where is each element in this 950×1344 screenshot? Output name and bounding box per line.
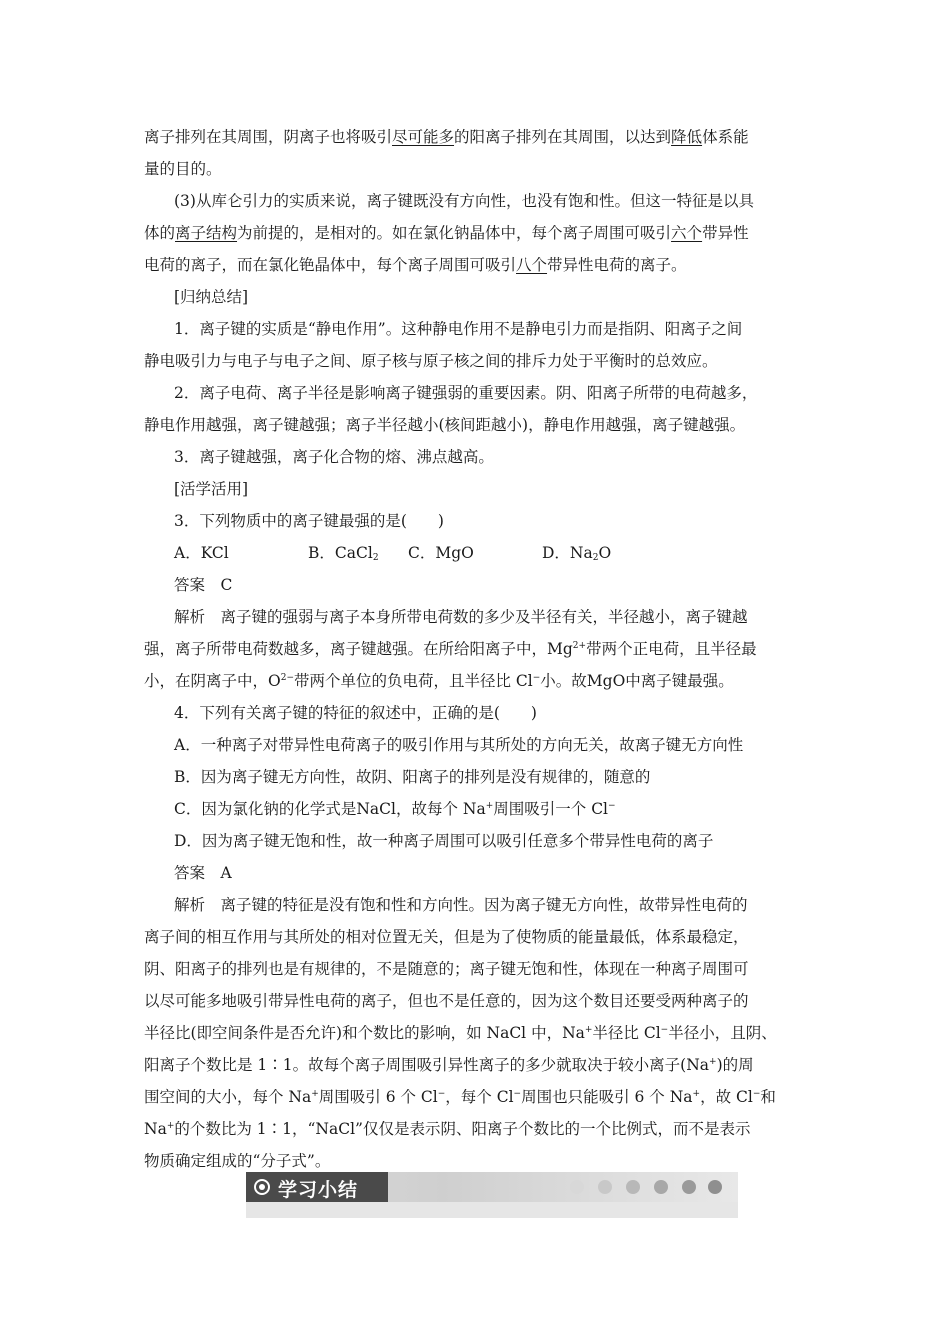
target-circle-icon [254, 1179, 270, 1195]
question-4-option-c: C．因为氯化钠的化学式是NaCl，故每个 Na+周围吸引一个 Cl− [174, 800, 616, 818]
intro-line-2: 量的目的。 [144, 160, 222, 178]
question-4-explanation-line-7: 围空间的大小，每个 Na+周围吸引 6 个 Cl−，每个 Cl−周围也只能吸引 6 个 Na+，故 Cl−和 [144, 1088, 776, 1106]
decor-dot-5-icon [682, 1180, 696, 1194]
question-4-explanation-line-9: 物质确定组成的“分子式”。 [144, 1152, 331, 1170]
question-3-explanation-line-1: 解析 离子键的强弱与离子本身所带电荷数的多少及半径有关，半径越小，离子键越 [174, 608, 748, 626]
option-a: A．KCl [174, 544, 229, 562]
intro-line-5: 电荷的离子，而在氯化铯晶体中，每个离子周围可吸引八个带异性电荷的离子。 [144, 256, 687, 274]
question-3-explanation-line-2: 强，离子所带电荷数越多，离子键越强。在所给阳离子中，$Mg^{2+}$带两个正电荷，且半径最 [144, 640, 757, 658]
decor-dot-3-icon [626, 1180, 640, 1194]
study-summary-banner [246, 1172, 738, 1218]
question-4-explanation-line-1: 解析 离子键的特征是没有饱和性和方向性。因为离子键无方向性，故带异性电荷的 [174, 896, 748, 914]
option-c: C．MgO [408, 544, 474, 562]
question-4-option-b: B．因为离子键无方向性，故阴、阳离子的排列是没有规律的，随意的 [174, 768, 651, 786]
question-4-option-d: D．因为离子键无饱和性，故一种离子周围可以吸引任意多个带异性电荷的离子 [174, 832, 714, 850]
banner-title: 学习小结 [278, 1179, 359, 1201]
question-4-answer: 答案 A [174, 864, 232, 882]
option-b: B．CaCl$_2$ [308, 544, 379, 563]
question-4-explanation-line-8: Na+的个数比为 1∶1，“NaCl”仅仅是表示阴、阳离子个数比的一个比例式，而不是表示 [144, 1120, 751, 1138]
question-3-answer: 答案 C [174, 576, 233, 594]
intro-line-4: 体的离子结构为前提的，是相对的。如在氯化钠晶体中，每个离子周围可吸引六个带异性 [144, 224, 749, 242]
summary-point-2-line-2: 静电作用越强，离子键越强；离子半径越小(核间距越小)，静电作用越强，离子键越强。 [144, 416, 746, 434]
summary-point-1-line-2: 静电吸引力与电子与电子之间、原子核与原子核之间的排斥力处于平衡时的总效应。 [144, 352, 718, 370]
intro-line-1: 离子排列在其周围，阴离子也将吸引尽可能多的阳离子排列在其周围，以达到降低体系能 [144, 128, 749, 146]
practice-heading: [活学活用] [174, 480, 249, 498]
decor-dot-2-icon [598, 1180, 612, 1194]
summary-point-3: 3．离子键越强，离子化合物的熔、沸点越高。 [174, 448, 494, 466]
banner-underbar [246, 1202, 738, 1218]
question-4-explanation-line-6: 阳离子个数比是 1∶1。故每个离子周围吸引异性离子的多少就取决于较小离子(Na+)的周 [144, 1056, 754, 1074]
decor-dot-1-icon [570, 1180, 584, 1194]
question-3-explanation-line-3: 小，在阴离子中，$O^{2-}$带两个单位的负电荷，且半径比 Cl−小。故MgO中离子键最强。 [144, 672, 734, 690]
summary-heading: [归纳总结] [174, 288, 249, 306]
decor-dot-4-icon [654, 1180, 668, 1194]
question-4-explanation-line-4: 以尽可能多地吸引带异性电荷的离子，但也不是任意的，因为这个数目还要受两种离子的 [144, 992, 749, 1010]
question-3-stem: 3．下列物质中的离子键最强的是( ) [174, 512, 444, 530]
option-d: D．$Na_2O$ [542, 544, 612, 563]
question-4-explanation-line-2: 离子间的相互作用与其所处的相对位置无关，但是为了使物质的能量最低，体系最稳定， [144, 928, 749, 946]
question-3-options [174, 543, 854, 563]
summary-point-1-line-1: 1．离子键的实质是“静电作用”。这种静电作用不是静电引力而是指阴、阳离子之间 [174, 320, 743, 338]
decor-dot-6-icon [708, 1180, 722, 1194]
question-4-option-a: A．一种离子对带异性电荷离子的吸引作用与其所处的方向无关，故离子键无方向性 [174, 736, 744, 754]
question-4-explanation-line-5: 半径比(即空间条件是否允许)和个数比的影响，如 NaCl 中，Na+半径比 Cl−半径小，且阴、 [144, 1024, 777, 1042]
intro-line-3: (3)从库仑引力的实质来说，离子键既没有方向性，也没有饱和性。但这一特征是以具 [174, 192, 754, 210]
question-4-explanation-line-3: 阴、阳离子的排列也是有规律的，不是随意的；离子键无饱和性，体现在一种离子周围可 [144, 960, 749, 978]
banner-title-tag [246, 1172, 388, 1202]
question-4-stem: 4．下列有关离子键的特征的叙述中，正确的是( ) [174, 704, 537, 722]
summary-point-2-line-1: 2．离子电荷、离子半径是影响离子键强弱的重要因素。阴、阳离子所带的电荷越多， [174, 384, 758, 402]
